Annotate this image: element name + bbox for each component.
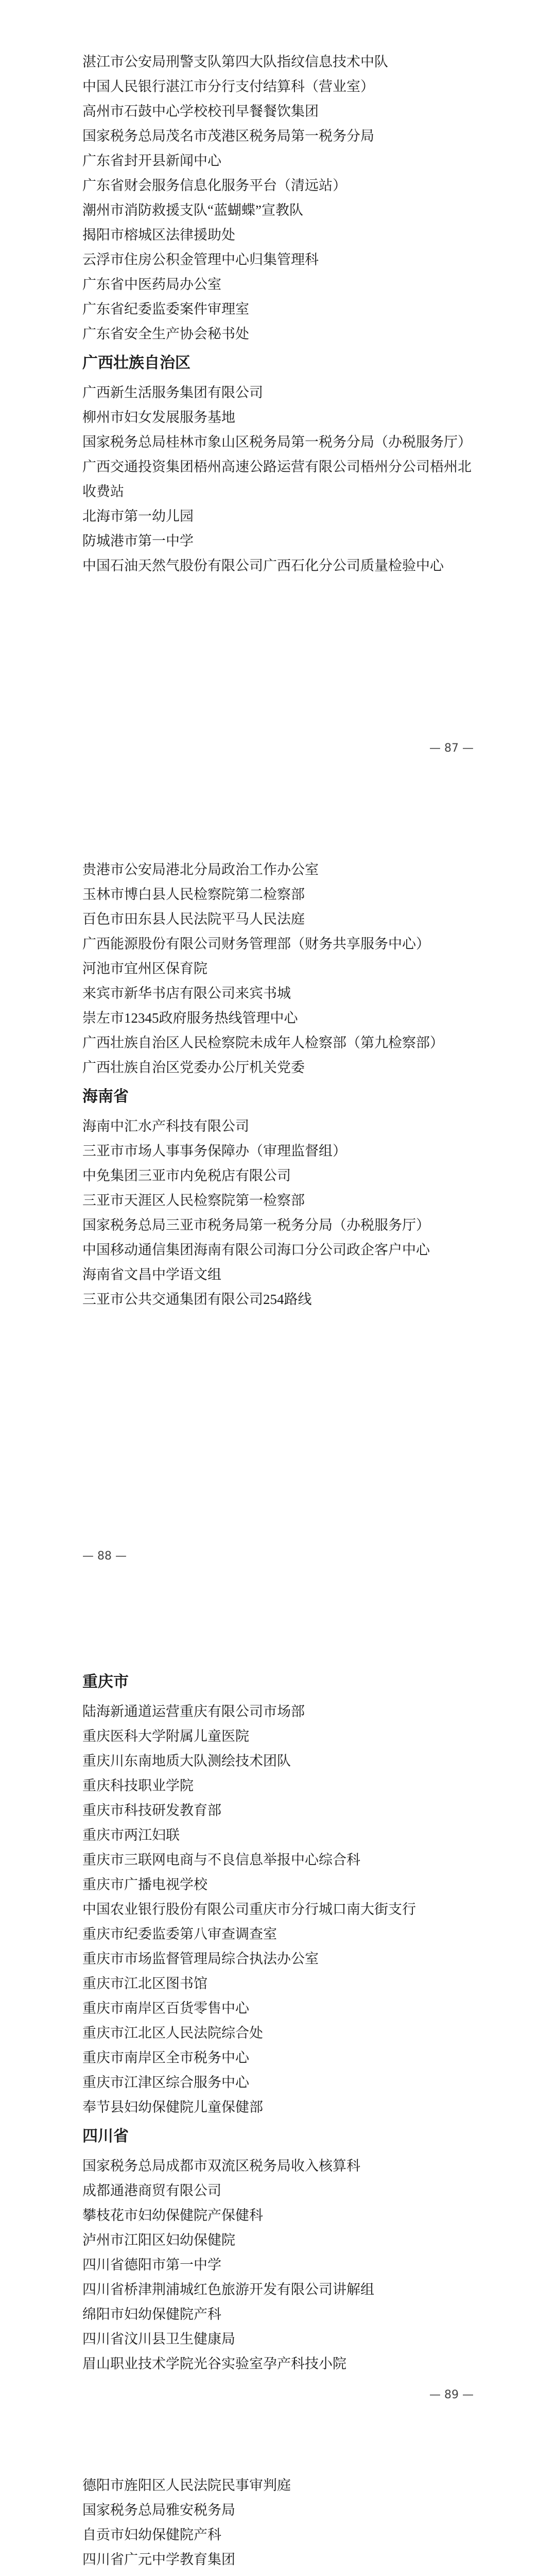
organization-name: 绵阳市妇幼保健院产科 [82,2307,221,2322]
page-number: — 87 — [429,742,474,755]
organization-list [82,2473,474,2576]
province-heading: 海南省 [82,1088,129,1106]
organization-name: 眉山职业技术学院光谷实验室孕产科技小院 [82,2356,346,2371]
organization-name: 自贡市妇幼保健院产科 [82,2527,221,2543]
organization-name: 广东省纪委监委案件审理室 [82,301,249,317]
organization-name: 广东省安全生产协会秘书处 [82,326,249,342]
organization-name: 国家税务总局茂名市茂港区税务局第一税务分局 [82,128,374,144]
organization-name: 四川省桥津荆浦城红色旅游开发有限公司讲解组 [82,2282,374,2297]
organization-name: 四川省广元中学教育集团 [82,2552,235,2567]
organization-name: 重庆市三联网电商与不良信息举报中心综合科 [82,1852,360,1868]
organization-name: 广西壮族自治区党委办公厅机关党委 [82,1060,305,1075]
organization-name: 重庆市江津区综合服务中心 [82,2075,249,2090]
organization-name: 海南省文昌中学语文组 [82,1267,221,1282]
organization-name: 柳州市妇女发展服务基地 [82,410,235,425]
organization-name: 重庆科技职业学院 [82,1778,194,1793]
organization-name: 高州市石鼓中心学校校刊早餐餐饮集团 [82,104,319,119]
organization-name: 防城港市第一中学 [82,533,194,549]
organization-name: 广东省财会服务信息化服务平台（清远站） [82,178,346,193]
organization-name: 国家税务总局成都市双流区税务局收入核算科 [82,2158,360,2174]
organization-list [82,49,474,578]
organization-name: 河池市宜州区保育院 [82,961,207,976]
organization-name: 重庆市江北区图书馆 [82,1976,207,1991]
organization-name [82,2572,474,2576]
organization-name: 成都通港商贸有限公司 [82,2183,221,2198]
organization-name: 陆海新通道运营重庆有限公司市场部 [82,1704,305,1719]
organization-name: 重庆市广播电视学校 [82,1877,207,1892]
organization-name: 玉林市博白县人民检察院第二检察部 [82,887,305,902]
organization-name: 重庆市纪委监委第八审查调查室 [82,1926,277,1942]
organization-name: 揭阳市榕城区法律援助处 [82,227,235,243]
organization-name: 中国农业银行股份有限公司重庆市分行城口南大街支行 [82,1902,416,1917]
organization-name: 广西壮族自治区人民检察院未成年人检察部（第九检察部） [82,1035,444,1050]
organization-name: 贵港市公安局港北分局政治工作办公室 [82,862,319,877]
province-heading: 四川省 [82,2127,129,2145]
organization-name: 湛江市公安局刑警支队第四大队指纹信息技术中队 [82,54,388,70]
organization-name: 海南中汇水产科技有限公司 [82,1118,249,1134]
document-page [0,1616,556,2424]
province-heading: 广西壮族自治区 [82,354,190,372]
organization-name: 泸州市江阳区妇幼保健院 [82,2232,235,2248]
organization-name: 广东省中医药局办公室 [82,277,221,292]
organization-list [82,857,474,1312]
organization-name: 德阳市旌阳区人民法院民事审判庭 [82,2478,291,2493]
organization-name: 重庆医科大学附属儿童医院 [82,1728,249,1744]
organization-name: 广西新生活服务集团有限公司 [82,385,263,400]
organization-name: 四川省德阳市第一中学 [82,2257,221,2273]
organization-name: 中国移动通信集团海南有限公司海口分公司政企客户中心 [82,1242,430,1258]
organization-name: 攀枝花市妇幼保健院产保健科 [82,2208,263,2223]
province-heading: 重庆市 [82,1673,129,1691]
organization-name: 中国石油天然气股份有限公司广西石化分公司质量检验中心 [82,558,444,573]
organization-list [82,1668,474,2376]
organization-name: 四川省汶川县卫生健康局 [82,2331,235,2347]
page-number: — 88 — [82,1550,127,1563]
organization-name: 重庆市市场监督管理局综合执法办公室 [82,1951,319,1967]
organization-name: 广西交通投资集团梧州高速公路运营有限公司梧州分公司梧州北收费站 [82,459,472,499]
organization-name: 重庆川东南地质大队测绘技术团队 [82,1753,291,1769]
organization-name: 重庆市南岸区全市税务中心 [82,2050,249,2065]
document-page [0,0,556,808]
organization-name: 重庆市科技研发教育部 [82,1803,221,1818]
organization-name: 广东省封开县新闻中心 [82,153,221,168]
organization-name: 中免集团三亚市内免税店有限公司 [82,1168,291,1183]
organization-name: 国家税务总局三亚市税务局第一税务分局（办税服务厅） [82,1217,430,1233]
organization-name: 三亚市市场人事事务保障办（审理监督组） [82,1143,346,1159]
organization-name: 奉节县妇幼保健院儿童保健部 [82,2099,263,2115]
organization-name: 潮州市消防救援支队“蓝蝴蝶”宣教队 [82,202,303,218]
organization-name: 三亚市天涯区人民检察院第一检察部 [82,1193,305,1208]
organization-name: 重庆市南岸区百货零售中心 [82,2001,249,2016]
document-page [0,2424,556,2576]
organization-name: 中国人民银行湛江市分行支付结算科（营业室） [82,79,374,94]
organization-name: 国家税务总局雅安税务局 [82,2502,235,2518]
organization-name: 崇左市12345政府服务热线管理中心 [82,1010,298,1026]
organization-name: 三亚市公共交通集团有限公司254路线 [82,1292,312,1307]
organization-name: 北海市第一幼儿园 [82,509,194,524]
document-page [0,808,556,1616]
organization-name: 重庆市两江妇联 [82,1827,180,1843]
organization-name: 广西能源股份有限公司财务管理部（财务共享服务中心） [82,936,430,952]
organization-name: 国家税务总局桂林市象山区税务局第一税务分局（办税服务厅） [82,434,472,450]
organization-name: 来宾市新华书店有限公司来宾书城 [82,986,291,1001]
page-number: — 89 — [429,2388,474,2401]
organization-name: 云浮市住房公积金管理中心归集管理科 [82,252,319,267]
organization-name: 百色市田东县人民法院平马人民法庭 [82,911,305,927]
organization-name: 重庆市江北区人民法院综合处 [82,2025,263,2041]
